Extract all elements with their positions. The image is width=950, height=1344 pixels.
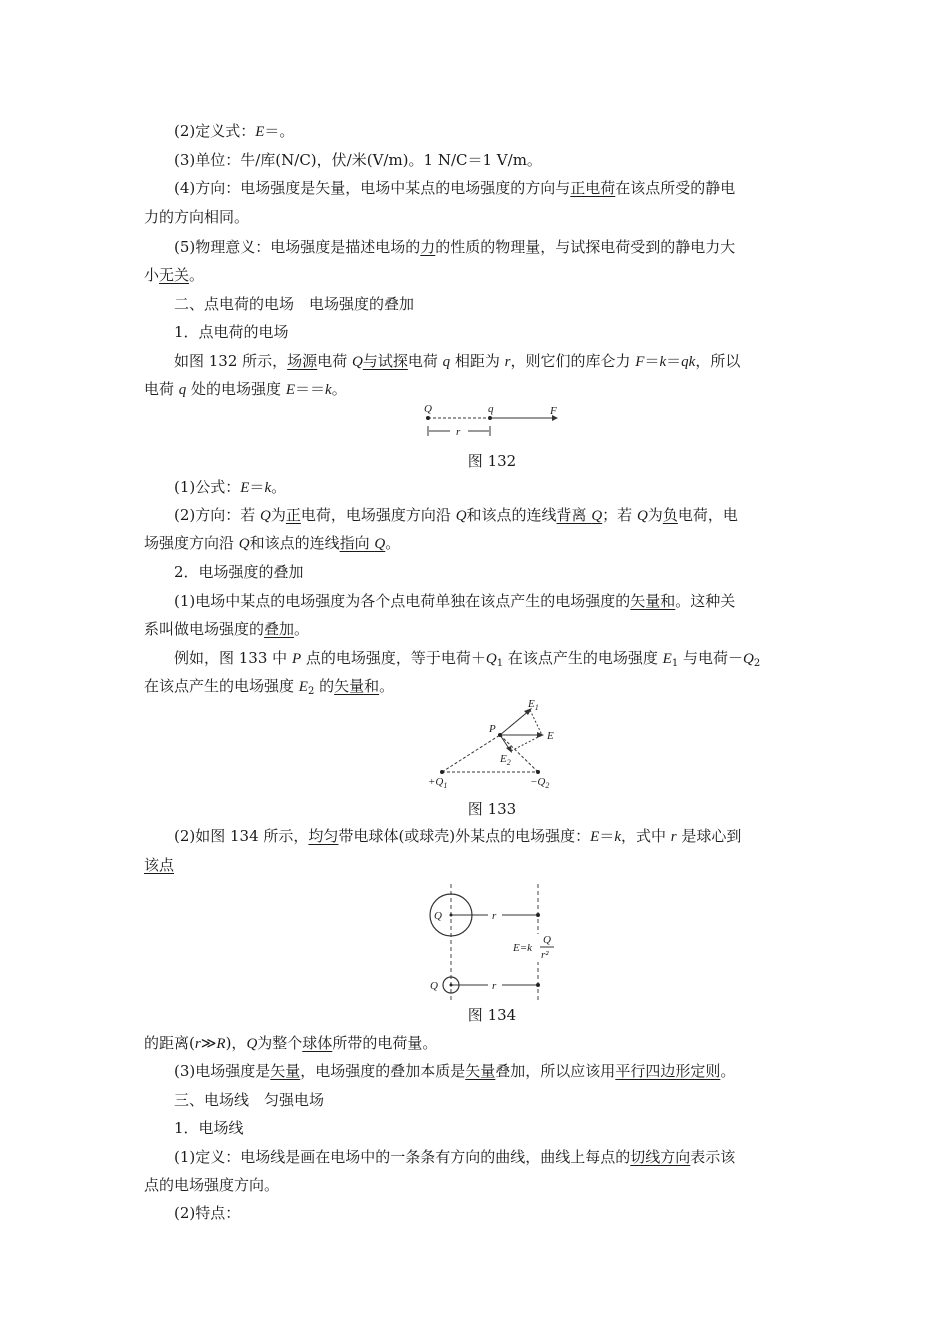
symbol: q xyxy=(442,354,451,370)
text: 电荷，电场强度方向沿 xyxy=(300,506,456,524)
subscript: 2 xyxy=(753,658,761,669)
underline-answer: 与试探 xyxy=(362,352,408,370)
text: 表示该 xyxy=(690,1148,736,1166)
text: 处的电场强度 xyxy=(186,380,286,398)
text: 的 xyxy=(314,677,335,695)
symbol: r xyxy=(670,829,677,845)
text: (1)定义：电场线是画在电场中的一条条有方向的曲线，曲线上每点的 xyxy=(174,1148,631,1166)
label-Q-top: Q xyxy=(434,910,442,922)
text: 的性质的物理量，与试探电荷受到的静电力大 xyxy=(435,238,736,256)
parallelogram-side xyxy=(530,710,542,735)
text: 和该点的连线 xyxy=(249,534,340,552)
subheading: 1．电场线 xyxy=(174,1119,244,1137)
underline-answer: 切线方向 xyxy=(630,1148,691,1166)
text: 为整个 xyxy=(257,1034,303,1052)
dashed-Q1-P xyxy=(442,735,500,772)
subscript: 1 xyxy=(534,703,539,712)
label-Q2 xyxy=(530,776,549,790)
text: (1)电场中某点的电场强度为各个点电荷单独在该点产生的电场强度的 xyxy=(174,592,631,610)
charge-Q-dot xyxy=(426,416,430,420)
text: 场强度方向沿 xyxy=(144,534,239,552)
formula-denominator: r² xyxy=(541,949,549,961)
text: E xyxy=(528,698,535,710)
formula-numerator: Q xyxy=(543,934,551,946)
text: 在该点产生的电场强度 xyxy=(144,677,299,695)
definition-line-2: 点的电场强度方向。 xyxy=(144,1176,280,1194)
underline-answer: 矢量和 xyxy=(334,677,380,695)
text: 为 xyxy=(647,506,663,524)
paragraph-line xyxy=(144,619,309,639)
symbol: R xyxy=(216,1036,226,1052)
unit-line: (3)单位：牛/库(N/C)，伏/米(V/m)。1 N/C＝1 V/m。 xyxy=(174,151,542,169)
symbol: k xyxy=(264,480,272,496)
symbol: Q xyxy=(351,354,363,370)
text: ＝ xyxy=(666,352,682,370)
symbol: Q xyxy=(742,651,754,667)
text: 指向 xyxy=(339,534,375,552)
definition-line xyxy=(174,1147,735,1167)
label-E: E xyxy=(547,730,554,742)
text: 与电荷－ xyxy=(678,649,743,667)
underline-answer: 场源 xyxy=(287,352,318,370)
parallelogram-side xyxy=(511,735,542,751)
text: ，所以 xyxy=(695,352,741,370)
text: 所带的电荷量。 xyxy=(332,1034,438,1052)
underline-answer xyxy=(340,534,386,552)
text: ＝ xyxy=(599,827,615,845)
formula-line xyxy=(174,477,286,498)
definition-line xyxy=(174,121,294,142)
text: (2)如图 134 所示， xyxy=(174,827,309,845)
underline-answer: 矢量和 xyxy=(630,592,676,610)
text: 叠加，所以应该用 xyxy=(495,1062,616,1080)
symbol: k xyxy=(659,354,667,370)
text: 例如，图 133 中 xyxy=(174,649,292,667)
text: 电荷 xyxy=(144,380,179,398)
symbol-E: E xyxy=(255,124,265,140)
text: 。这种关 xyxy=(675,592,736,610)
figure-134 xyxy=(420,882,560,1002)
underline-answer: 矢量 xyxy=(465,1062,496,1080)
text: 小 xyxy=(144,266,160,284)
sphere-line-2 xyxy=(144,855,174,875)
charge-Q1-dot xyxy=(440,770,444,774)
arrow-head-icon xyxy=(506,746,512,753)
label-E2 xyxy=(499,753,511,767)
symbol: Q xyxy=(374,536,386,552)
underline-answer: 叠加 xyxy=(264,620,295,638)
symbol: Q xyxy=(238,536,250,552)
text: −Q xyxy=(530,776,546,788)
text: 电荷 xyxy=(407,352,443,370)
symbol: F xyxy=(635,354,645,370)
features-line: (2)特点： xyxy=(174,1204,241,1222)
underline-answer: 正 xyxy=(285,506,301,524)
formula-E-k: E=k xyxy=(513,942,533,954)
vector-line xyxy=(174,1061,735,1081)
example-line-2 xyxy=(144,676,394,702)
underline-answer xyxy=(557,506,603,524)
text: 是球心到 xyxy=(676,827,742,845)
paragraph-line xyxy=(144,379,347,400)
underline-answer: 该点 xyxy=(144,856,175,874)
underline-answer: 负 xyxy=(662,506,678,524)
symbol: Q xyxy=(636,508,648,524)
label-r-bottom: r xyxy=(492,980,497,992)
text: (4)方向：电场强度是矢量，电场中某点的电场强度的方向与 xyxy=(174,179,571,197)
text: +Q xyxy=(428,776,444,788)
sphere-line-3 xyxy=(144,1033,437,1054)
symbol: k xyxy=(325,382,332,398)
direction-line-1 xyxy=(174,178,735,198)
symbol: E xyxy=(298,679,308,695)
symbol: E xyxy=(240,480,250,496)
symbol: r xyxy=(504,354,511,370)
symbol: r xyxy=(194,1036,201,1052)
figure-caption: 图 132 xyxy=(467,452,517,470)
subheading: 2．电场强度的叠加 xyxy=(174,563,304,581)
text: 。 xyxy=(189,266,205,284)
field-point-dot xyxy=(536,913,540,917)
field-point-dot xyxy=(536,983,540,987)
text: 。 xyxy=(379,677,395,695)
symbol: q xyxy=(178,382,187,398)
text: 电荷 xyxy=(317,352,352,370)
text: 带电球体(或球壳)外某点的电场强度： xyxy=(338,827,591,845)
text: (2)方向：若 xyxy=(174,506,261,524)
section-heading: 二、点电荷的电场 电场强度的叠加 xyxy=(174,295,415,313)
label-r: r xyxy=(456,426,461,438)
text: (1)公式： xyxy=(174,478,241,496)
figure-caption: 图 133 xyxy=(467,800,517,818)
symbol: k xyxy=(614,829,622,845)
label-q: q xyxy=(488,403,494,415)
symbol: Q xyxy=(260,508,271,524)
text: 为 xyxy=(270,506,286,524)
text: 。 xyxy=(720,1062,736,1080)
direction-line xyxy=(174,505,738,526)
subscript: 1 xyxy=(671,658,679,669)
charge-Q2-dot xyxy=(536,770,540,774)
symbol: P xyxy=(291,651,302,667)
underline-answer: 力 xyxy=(420,238,436,256)
underline-answer: 正电荷 xyxy=(570,179,616,197)
direction-line-2: 力的方向相同。 xyxy=(144,208,250,226)
label-Q1 xyxy=(428,776,447,790)
text: 点的电场强度，等于电荷＋ xyxy=(301,649,486,667)
subscript: 1 xyxy=(443,781,448,790)
vector-E1 xyxy=(500,710,530,735)
section-heading: 三、电场线 匀强电场 xyxy=(174,1091,325,1109)
text: ；若 xyxy=(602,506,637,524)
subscript: 2 xyxy=(545,781,550,790)
text: E xyxy=(500,753,507,765)
text: ＝。 xyxy=(264,122,295,140)
text: 如图 132 所示， xyxy=(174,352,288,370)
underline-answer: 无关 xyxy=(159,266,190,284)
text: 电荷，电 xyxy=(677,506,738,524)
sphere-line xyxy=(174,826,741,847)
symbol: Q xyxy=(246,1036,258,1052)
text: 。 xyxy=(331,380,347,398)
underline-answer: 矢量 xyxy=(270,1062,301,1080)
symbol: Q xyxy=(485,651,497,667)
paragraph-line xyxy=(174,351,740,372)
text: 。 xyxy=(271,478,287,496)
text: ＝＝ xyxy=(295,380,326,398)
label-r-top: r xyxy=(492,910,497,922)
symbol: E xyxy=(662,651,672,667)
text: 和该点的连线 xyxy=(466,506,557,524)
point-P-dot xyxy=(498,733,502,737)
subscript: 1 xyxy=(496,658,504,669)
text: (3)电场强度是 xyxy=(174,1062,271,1080)
text: ，则它们的库仑力 xyxy=(510,352,636,370)
text: ＝ xyxy=(644,352,660,370)
text: 在该点所受的静电 xyxy=(615,179,736,197)
paragraph-line xyxy=(174,591,735,611)
text: (2)定义式： xyxy=(174,122,256,140)
text: 相距为 xyxy=(450,352,505,370)
underline-answer: 球体 xyxy=(302,1034,333,1052)
text: 系叫做电场强度的 xyxy=(144,620,265,638)
label-P: P xyxy=(489,723,496,735)
figure-caption: 图 134 xyxy=(467,1006,517,1024)
underline-answer: 平行四边形定则 xyxy=(615,1062,721,1080)
text: 背离 xyxy=(556,506,592,524)
symbol: E xyxy=(285,382,295,398)
text: ≫ xyxy=(200,1034,217,1052)
text: 。 xyxy=(385,534,401,552)
subheading: 1．点电荷的电场 xyxy=(174,323,289,341)
text: (5)物理意义：电场强度是描述电场的 xyxy=(174,238,421,256)
text: 的距离( xyxy=(144,1034,195,1052)
text: ，式中 xyxy=(621,827,671,845)
physics-line-1 xyxy=(174,237,735,257)
text: 。 xyxy=(294,620,310,638)
figure-132 xyxy=(420,400,570,440)
example-line xyxy=(174,648,760,674)
label-F: F xyxy=(550,405,557,417)
subscript: 2 xyxy=(506,758,511,767)
symbol: Q xyxy=(455,508,467,524)
symbol: E xyxy=(590,829,600,845)
text: )， xyxy=(225,1034,247,1052)
text: ，电场强度的叠加本质是 xyxy=(300,1062,466,1080)
label-Q: Q xyxy=(424,403,432,415)
label-E1 xyxy=(527,698,539,712)
label-Q-bottom: Q xyxy=(430,980,438,992)
text: 在该点产生的电场强度 xyxy=(503,649,663,667)
underline-answer: 均匀 xyxy=(308,827,339,845)
figure-133 xyxy=(420,700,570,795)
subscript: 2 xyxy=(307,686,315,697)
physics-line-2 xyxy=(144,265,204,285)
symbol: qk xyxy=(681,354,696,370)
text: ＝ xyxy=(249,478,265,496)
direction-line-2 xyxy=(144,533,400,554)
symbol: Q xyxy=(591,508,603,524)
